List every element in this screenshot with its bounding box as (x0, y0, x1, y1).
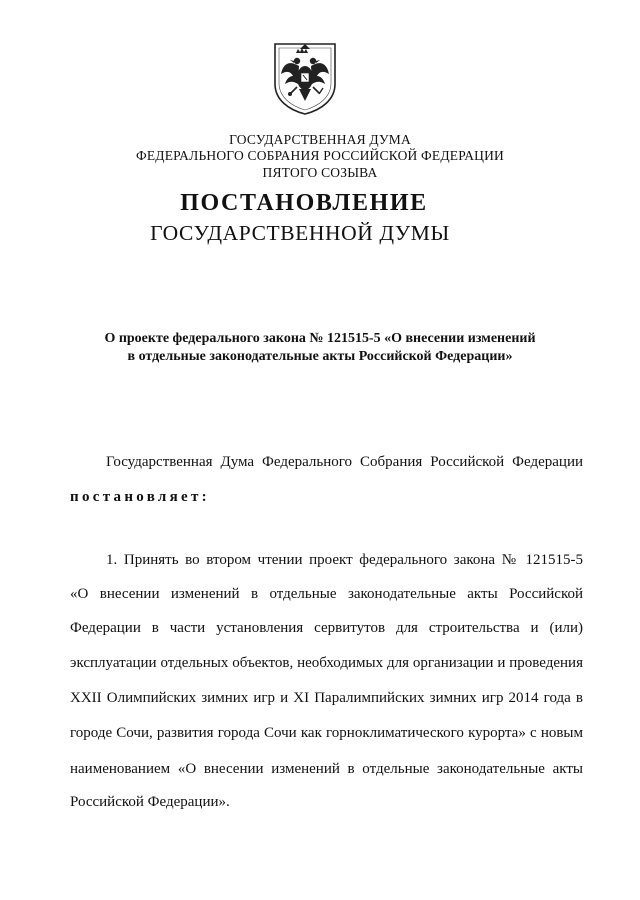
header-line-3: ПЯТОГО СОЗЫВА (262, 165, 378, 180)
paragraph-1-line-6: городе Сочи, развития города Сочи как горноклиматического курорта» с новым (70, 725, 583, 741)
preamble-text: Государственная Дума Федерального Собрания Российской Федерации (106, 454, 583, 470)
paragraph-1-line-2: «О внесении изменений в отдельные законодательные акты Российской (70, 586, 583, 602)
paragraph-1-line-8: Российской Федерации». (70, 794, 230, 810)
document-title: ПОСТАНОВЛЕНИЕ (180, 190, 428, 216)
document-subtitle: ГОСУДАРСТВЕННОЙ ДУМЫ (150, 221, 450, 245)
coat-of-arms-icon (269, 40, 341, 116)
paragraph-1-line-1: 1. Принять во втором чтении проект федерального закона № 121515-5 (106, 552, 583, 568)
header-line-1: ГОСУДАРСТВЕННАЯ ДУМА (229, 132, 411, 147)
header-line-2: ФЕДЕРАЛЬНОГО СОБРАНИЯ РОССИЙСКОЙ ФЕДЕРАЦИИ (136, 148, 504, 163)
subject-line-2: в отдельные законодательные акты Российской Федерации» (127, 349, 513, 364)
subject-line-1: О проекте федерального закона № 121515-5 «О внесении изменений (104, 331, 536, 346)
paragraph-1-line-7: наименованием «О внесении изменений в отдельные законодательные акты (70, 761, 583, 777)
paragraph-1-line-4: эксплуатации отдельных объектов, необходимых для организации и проведения (70, 655, 583, 671)
paragraph-1-line-5: XXII Олимпийских зимних игр и XI Паралимпийских зимних игр 2014 года в (70, 690, 583, 706)
decree-word: постановляет: (70, 489, 210, 505)
paragraph-1-line-3: Федерации в части установления сервитутов для строительства и (или) (70, 620, 583, 636)
